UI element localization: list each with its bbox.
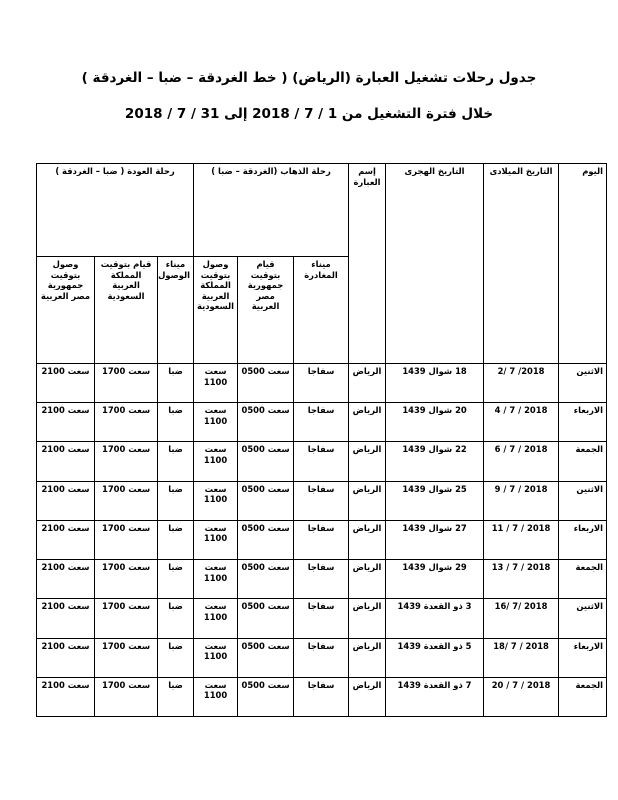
arrival-time-cell: سعت 1100 <box>194 442 238 481</box>
departure-port-cell: سفاجا <box>294 364 349 403</box>
departure-time-cell: سعت 0500 <box>238 677 294 716</box>
departure-time-cell: سعت 0500 <box>238 364 294 403</box>
gregorian-date-cell: 2018 / 7 / 6 <box>484 442 559 481</box>
ferry-name-cell: الرياض <box>349 481 386 520</box>
arrival-port-header: ميناء الوصول <box>158 257 194 364</box>
departure-time-cell: سعت 0500 <box>238 638 294 677</box>
return-departure-time-cell: سعت 1700 <box>95 560 158 599</box>
return-arrival-time-cell: سعت 2100 <box>37 599 95 638</box>
day-cell: الاثنين <box>559 481 607 520</box>
ferry-name-cell: الرياض <box>349 677 386 716</box>
ferry-name-cell: الرياض <box>349 520 386 559</box>
return-departure-time-cell: سعت 1700 <box>95 481 158 520</box>
ferry-name-cell: الرياض <box>349 403 386 442</box>
hijri-date-cell: 3 ذو القعدة 1439 <box>386 599 484 638</box>
ferry-name-cell: الرياض <box>349 442 386 481</box>
arrival-port-cell: ضبا <box>158 481 194 520</box>
arrival-port-cell: ضبا <box>158 364 194 403</box>
return-departure-time-cell: سعت 1700 <box>95 403 158 442</box>
arrival-port-cell: ضبا <box>158 403 194 442</box>
arrival-time-cell: سعت 1100 <box>194 403 238 442</box>
gregorian-date-cell: 2018 / 7 / 11 <box>484 520 559 559</box>
return-arrival-time-cell: سعت 2100 <box>37 403 95 442</box>
arrival-port-cell: ضبا <box>158 442 194 481</box>
return-arrival-time-cell: سعت 2100 <box>37 442 95 481</box>
table-row <box>37 364 607 403</box>
departure-port-cell: سفاجا <box>294 638 349 677</box>
departure-time-cell: سعت 0500 <box>238 403 294 442</box>
hijri-date-cell: 27 شوال 1439 <box>386 520 484 559</box>
day-cell: الجمعة <box>559 677 607 716</box>
gregorian-date-cell: 2018 / 7 /18 <box>484 638 559 677</box>
return-arrival-time-cell: سعت 2100 <box>37 364 95 403</box>
departure-port-cell: سفاجا <box>294 520 349 559</box>
table-row <box>37 520 607 559</box>
table-row <box>37 481 607 520</box>
departure-port-cell: سفاجا <box>294 481 349 520</box>
day-cell: الاربعاء <box>559 403 607 442</box>
hijri-date-cell: 20 شوال 1439 <box>386 403 484 442</box>
hijri-date-cell: 29 شوال 1439 <box>386 560 484 599</box>
departure-port-cell: سفاجا <box>294 403 349 442</box>
arrival-time-cell: سعت 1100 <box>194 364 238 403</box>
departure-time-ksa-header: قيام بتوقيت المملكة العربية السعودية <box>95 257 158 364</box>
arrival-port-cell: ضبا <box>158 599 194 638</box>
day-cell: الاثنين <box>559 364 607 403</box>
table-row <box>37 560 607 599</box>
table-row <box>37 677 607 716</box>
gregorian-date-cell: 2018 /7 /16 <box>484 599 559 638</box>
hijri-date-cell: 22 شوال 1439 <box>386 442 484 481</box>
return-arrival-time-cell: سعت 2100 <box>37 560 95 599</box>
return-arrival-time-cell: سعت 2100 <box>37 638 95 677</box>
hijri-date-header: التاريخ الهجرى <box>386 164 484 364</box>
return-arrival-time-cell: سعت 2100 <box>37 520 95 559</box>
arrival-port-cell: ضبا <box>158 677 194 716</box>
arrival-port-cell: ضبا <box>158 638 194 677</box>
arrival-port-cell: ضبا <box>158 560 194 599</box>
hijri-date-cell: 5 ذو القعدة 1439 <box>386 638 484 677</box>
day-cell: الجمعة <box>559 442 607 481</box>
gregorian-date-cell: 2018 / 7 / 20 <box>484 677 559 716</box>
table-row <box>37 403 607 442</box>
gregorian-date-cell: 2018/ 7 /2 <box>484 364 559 403</box>
table-row <box>37 638 607 677</box>
schedule-table <box>36 163 607 717</box>
day-cell: الاثنين <box>559 599 607 638</box>
departure-port-cell: سفاجا <box>294 560 349 599</box>
return-departure-time-cell: سعت 1700 <box>95 364 158 403</box>
departure-time-cell: سعت 0500 <box>238 599 294 638</box>
return-departure-time-cell: سعت 1700 <box>95 638 158 677</box>
return-arrival-time-cell: سعت 2100 <box>37 677 95 716</box>
hijri-date-cell: 25 شوال 1439 <box>386 481 484 520</box>
departure-port-cell: سفاجا <box>294 599 349 638</box>
gregorian-date-header: التاريخ الميلادى <box>484 164 559 364</box>
return-departure-time-cell: سعت 1700 <box>95 677 158 716</box>
day-header: اليوم <box>559 164 607 364</box>
ferry-name-cell: الرياض <box>349 638 386 677</box>
day-cell: الاربعاء <box>559 520 607 559</box>
ferry-name-header: إسم العبارة <box>349 164 386 364</box>
departure-port-cell: سفاجا <box>294 442 349 481</box>
gregorian-date-cell: 2018 / 7 / 4 <box>484 403 559 442</box>
ferry-name-cell: الرياض <box>349 599 386 638</box>
arrival-time-cell: سعت 1100 <box>194 677 238 716</box>
gregorian-date-cell: 2018 / 7 / 13 <box>484 560 559 599</box>
arrival-time-egypt-header: وصول بتوقيت جمهورية مصر العربية <box>37 257 95 364</box>
arrival-time-cell: سعت 1100 <box>194 599 238 638</box>
page-subtitle: خلال فترة التشغيل من 1 / 7 / 2018 إلى 31 / 7 / 2018 <box>124 106 494 122</box>
hijri-date-cell: 7 ذو القعدة 1439 <box>386 677 484 716</box>
departure-port-header: ميناء المغادرة <box>294 257 349 364</box>
ferry-name-cell: الرياض <box>349 560 386 599</box>
arrival-time-cell: سعت 1100 <box>194 520 238 559</box>
table-row <box>37 599 607 638</box>
departure-time-cell: سعت 0500 <box>238 481 294 520</box>
page-title: جدول رحلات تشغيل العبارة (الرياض) ( خط الغردقة – ضبا – الغردقة ) <box>81 70 537 86</box>
departure-time-cell: سعت 0500 <box>238 560 294 599</box>
table-row <box>37 442 607 481</box>
arrival-port-cell: ضبا <box>158 520 194 559</box>
departure-port-cell: سفاجا <box>294 677 349 716</box>
day-cell: الجمعة <box>559 560 607 599</box>
return-departure-time-cell: سعت 1700 <box>95 442 158 481</box>
ferry-name-cell: الرياض <box>349 364 386 403</box>
hijri-date-cell: 18 شوال 1439 <box>386 364 484 403</box>
arrival-time-ksa-header: وصول بتوقيت المملكة العربية السعودية <box>194 257 238 364</box>
arrival-time-cell: سعت 1100 <box>194 560 238 599</box>
gregorian-date-cell: 2018 / 7 / 9 <box>484 481 559 520</box>
departure-time-cell: سعت 0500 <box>238 520 294 559</box>
departure-time-cell: سعت 0500 <box>238 442 294 481</box>
header-row <box>37 164 607 257</box>
return-departure-time-cell: سعت 1700 <box>95 520 158 559</box>
arrival-time-cell: سعت 1100 <box>194 638 238 677</box>
departure-time-egypt-header: قيام بتوقيت جمهورية مصر العربية <box>238 257 294 364</box>
outbound-trip-header: رحلة الذهاب (الغردقة – ضبا ) <box>194 164 349 257</box>
arrival-time-cell: سعت 1100 <box>194 481 238 520</box>
day-cell: الاربعاء <box>559 638 607 677</box>
return-departure-time-cell: سعت 1700 <box>95 599 158 638</box>
return-trip-header: رحلة العودة ( ضبا – الغردقة ) <box>37 164 194 257</box>
return-arrival-time-cell: سعت 2100 <box>37 481 95 520</box>
